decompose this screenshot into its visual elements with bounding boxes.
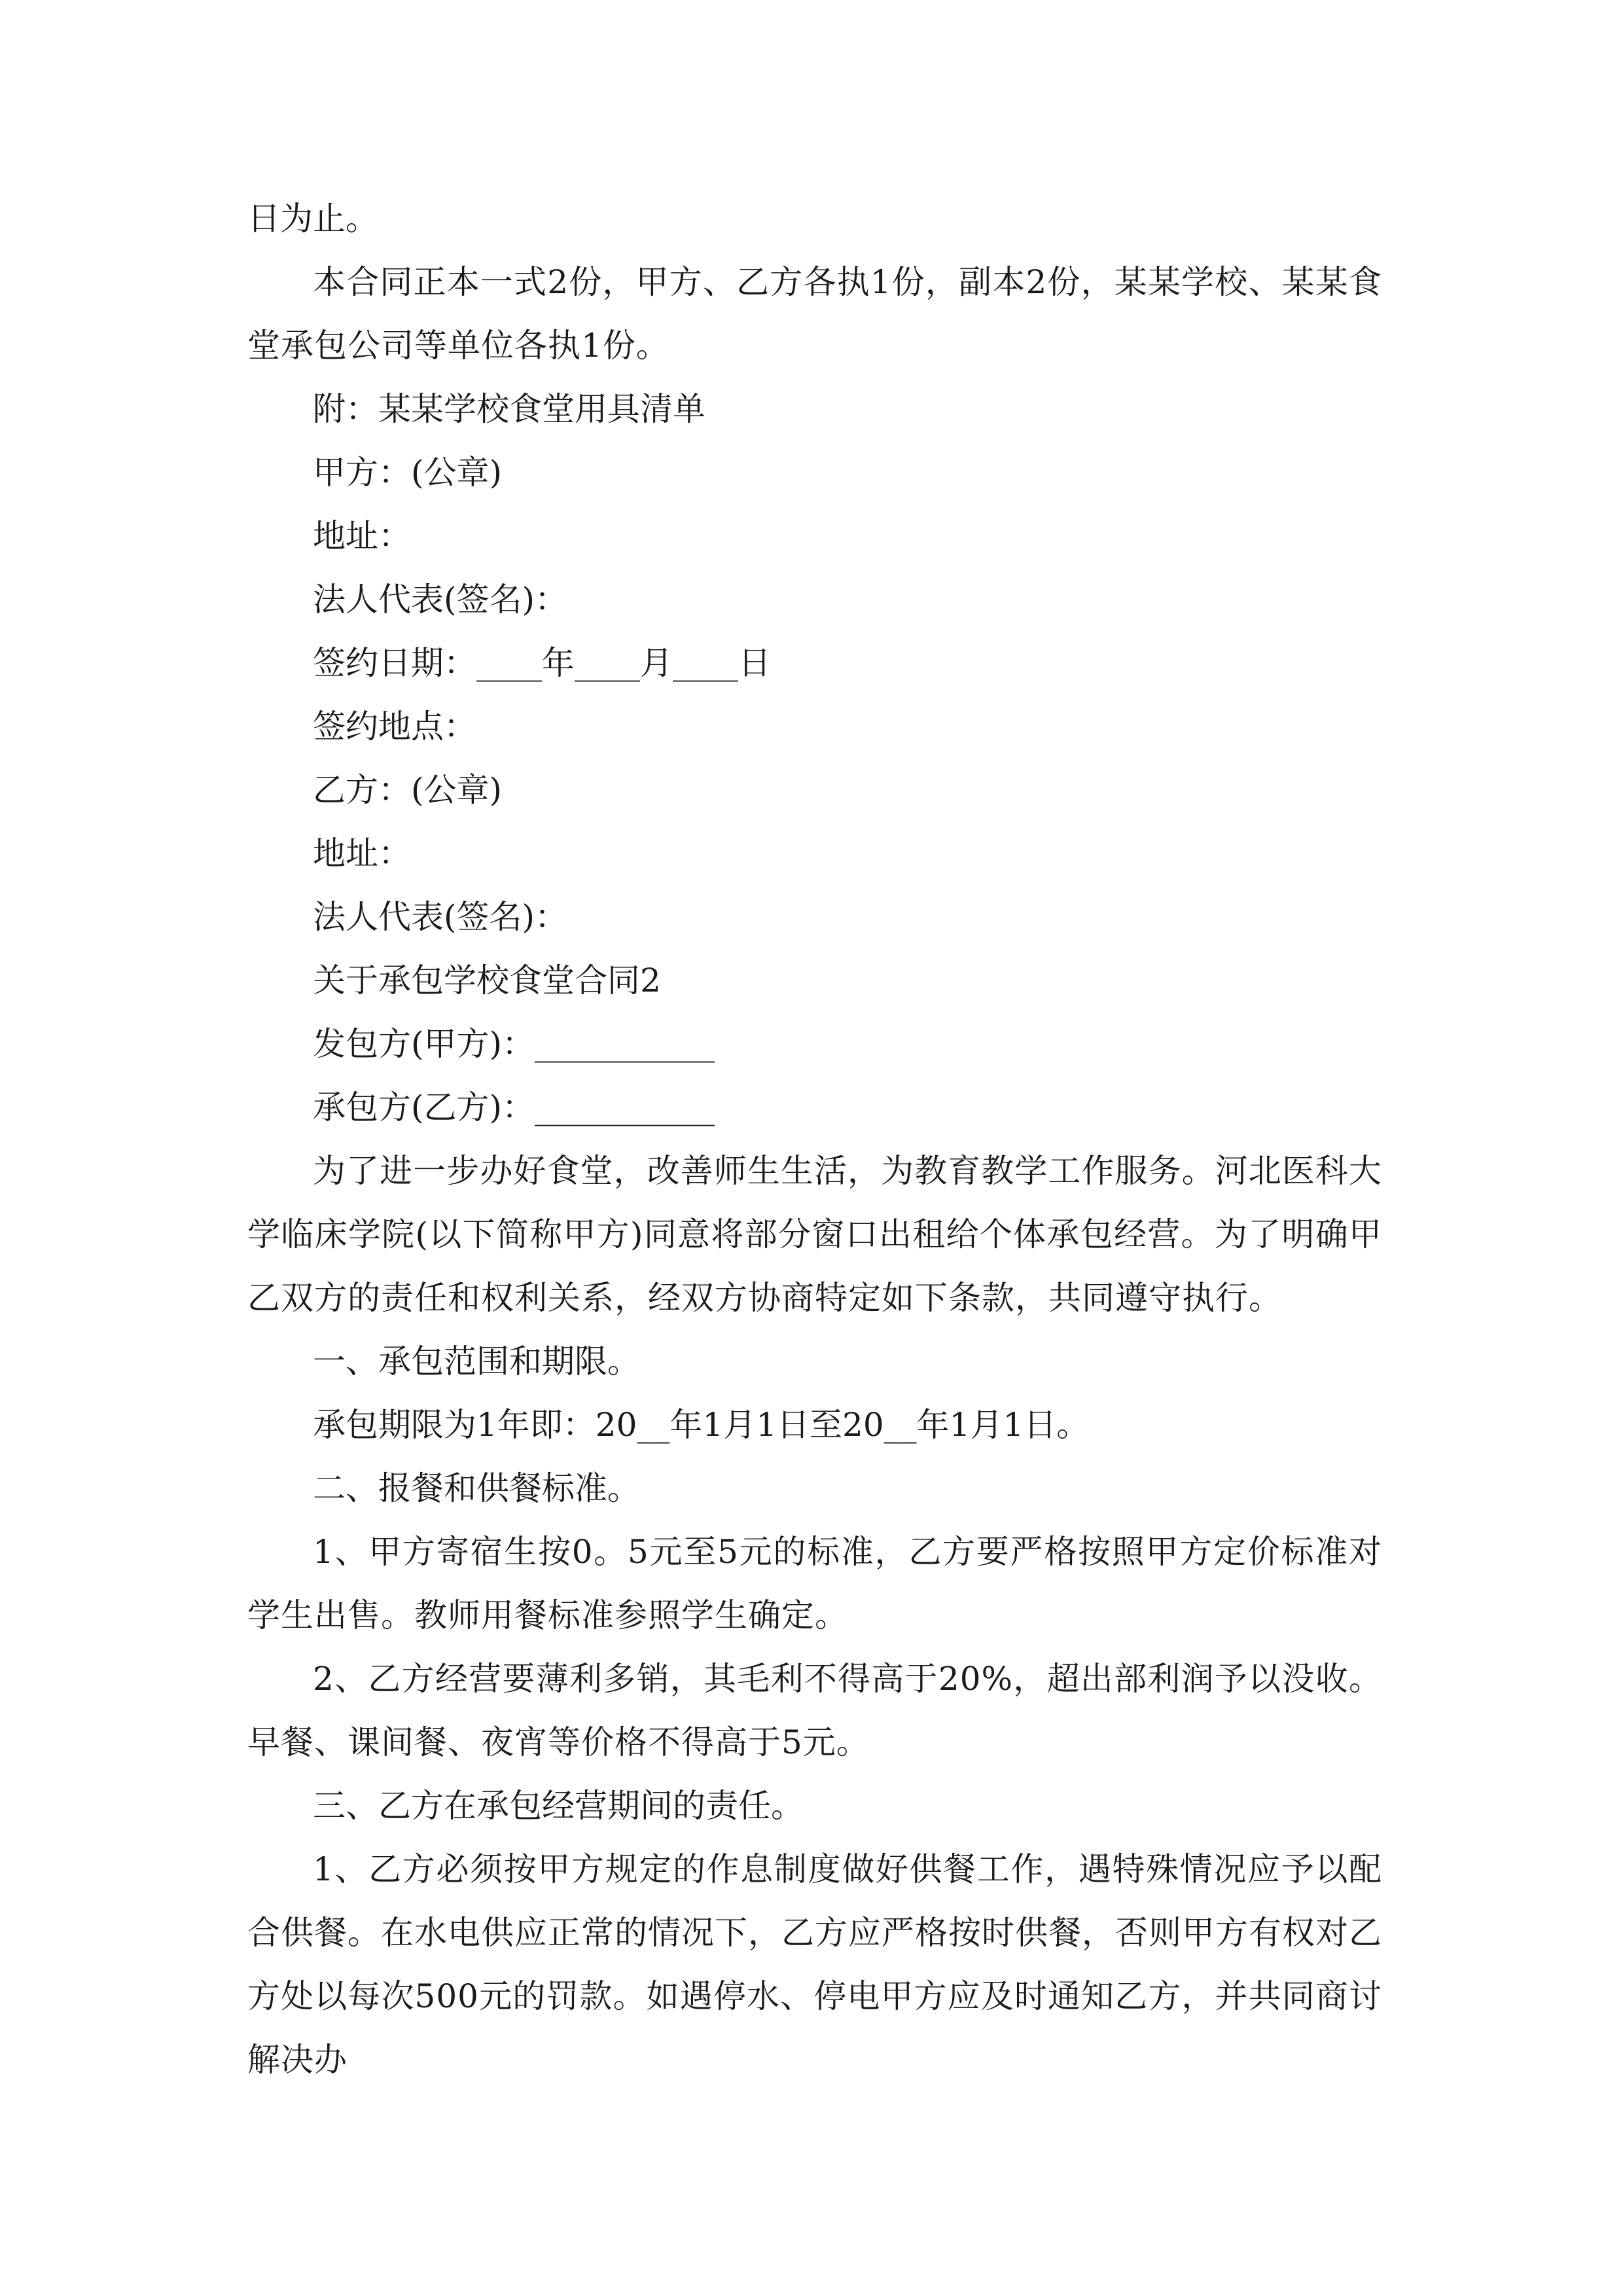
- party-a-representative-line: 法人代表(签名)：: [313, 581, 568, 619]
- section-3-heading: 三、乙方在承包经营期间的责任。: [313, 1787, 804, 1825]
- paragraph-purpose: 为了进一步办好食堂，改善师生生活，为教育教学工作服务。河北医科大学临床学院(以下简称甲方)同意将部分窗口出租给个体承包经营。为了明确甲乙双方的责任和权利关系，经双方协商特定如下条款，共同遵守执行。: [247, 1152, 1382, 1317]
- party-b-representative-line: 法人代表(签名)：: [313, 898, 568, 936]
- paragraph-pricing-1: 1、甲方寄宿生按0。5元至5元的标准，乙方要严格按照甲方定价标准对学生出售。教师用餐标准参照学生确定。: [247, 1533, 1382, 1634]
- signing-place-line: 签约地点：: [313, 708, 476, 745]
- party-b-seal-line: 乙方：(公章): [313, 771, 503, 809]
- contractor-party-line: 承包方(乙方)：___________: [313, 1088, 715, 1126]
- attachment-line: 附：某某学校食堂用具清单: [313, 390, 705, 428]
- paragraph-pricing-2: 2、乙方经营要薄利多销，其毛利不得高于20%，超出部利润予以没收。早餐、课间餐、夜宵等价格不得高于5元。: [247, 1660, 1382, 1761]
- signing-date-line: 签约日期：____年____月____日: [313, 644, 771, 682]
- document-body: [247, 187, 1382, 2092]
- contracting-party-line: 发包方(甲方)：___________: [313, 1025, 715, 1063]
- party-a-seal-line: 甲方：(公章): [313, 454, 503, 492]
- contract-2-title: 关于承包学校食堂合同2: [313, 961, 661, 999]
- party-b-address-line: 地址：: [313, 834, 411, 872]
- paragraph-copies: 本合同正本一式2份，甲方、乙方各执1份，副本2份，某某学校、某某食堂承包公司等单位各执1份。: [247, 263, 1382, 365]
- party-a-address-line: 地址：: [313, 517, 411, 555]
- section-1-heading: 一、承包范围和期限。: [313, 1342, 640, 1380]
- section-2-heading: 二、报餐和供餐标准。: [313, 1469, 640, 1507]
- contract-term-line: 承包期限为1年即：20__年1月1日至20__年1月1日。: [313, 1406, 1090, 1444]
- paragraph-responsibility-1: 1、乙方必须按甲方规定的作息制度做好供餐工作，遇特殊情况应予以配合供餐。在水电供应正常的情况下，乙方应严格按时供餐，否则甲方有权对乙方处以每次500元的罚款。如遇停水、停电甲方应及时通知乙方，并共同商讨解决办: [247, 1850, 1382, 2079]
- text-line-continuation: 日为止。: [247, 200, 378, 238]
